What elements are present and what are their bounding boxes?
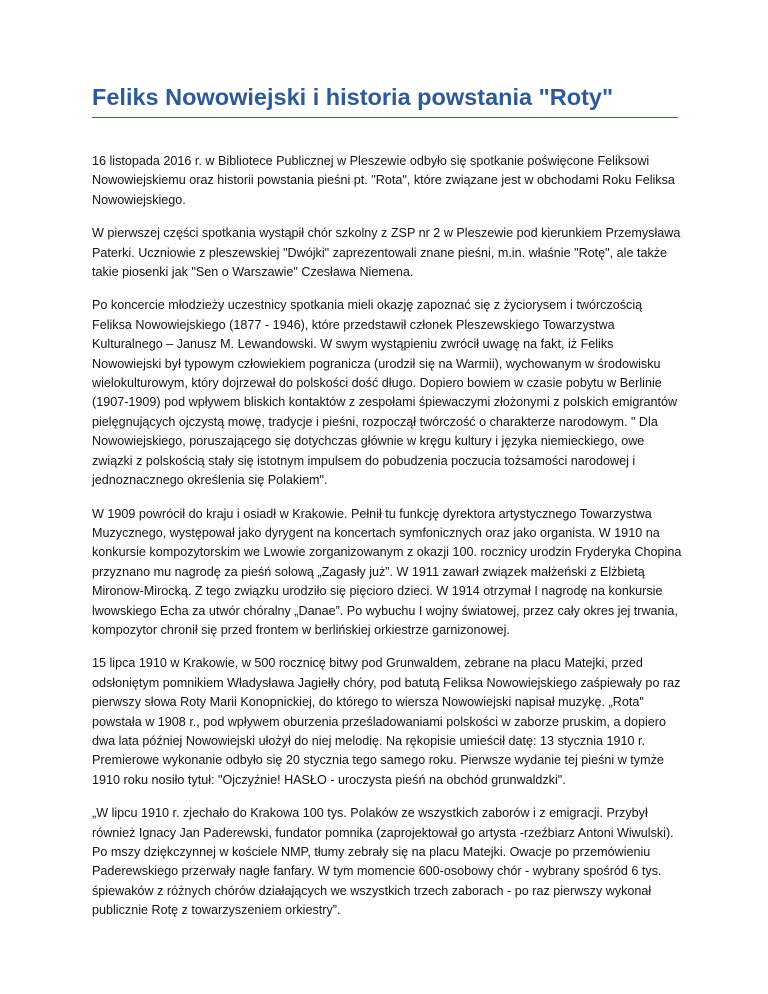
page-title: Feliks Nowowiejski i historia powstania "Roty" [92,84,614,110]
paragraph-biography: Po koncercie młodzieży uczestnicy spotkania mieli okazję zapoznać się z życiorysem i twórczością Feliksa Nowowiejskiego (1877 - 1946), które przedstawił członek Pleszewskiego Towarzystwa Kulturalnego – Janusz M. Lewandowski. W swym wystąpieniu zwrócił uwagę na fakt, iż Feliks Nowowiejski był typowym człowiekiem pogranicza (urodził się na Warmii), wychowanym w środowisku wielokulturowym, który dojrzewał do polskości dość długo. Dopiero bowiem w czasie pobytu w Berlinie (1907-1909) pod wpływem bliskich kontaktów z zespołami śpiewaczymi złożonymi z polskich emigrantów pielęgnujących ojczystą mowę, tradycje i pieśni, rozpoczął twórczość o charakterze narodowym. " Dla Nowowiejskiego, poruszającego się dotychczas głównie w kręgu kultury i języka niemieckiego, owe związki z polskością stały się istotnym impulsem do pobudzenia poczucia tożsamości narodowej i jednoznacznego określenia się Polakiem". [92,298,678,488]
document-page [92,0,682,935]
paragraph-krakow: W 1909 powrócił do kraju i osiadł w Krakowie. Pełnił tu funkcję dyrektora artystycznego Towarzystwa Muzycznego, występował jako dyrygent na koncertach symfonicznych oraz jako organista. W 1910 na konkursie kompozytorskim we Lwowie zorganizowanym z okazji 100. rocznicy urodzin Fryderyka Chopina przyznano mu nagrodę za pieśń solową „Zagasły już”. W 1911 zawarł związek małżeński z Elżbietą Mironow-Mirocką. Z tego związku urodziło się pięcioro dzieci. W 1914 otrzymał I nagrodę na konkursie lwowskiego Echa za utwór chóralny „Danae”. Po wybuchu I wojny światowej, przez cały okres jej trwania, kompozytor chronił się przed frontem w berlińskiej orkiestrze garnizonowej. [92,506,682,637]
title-underline [92,117,678,118]
paragraph-grunwald-1910: „W lipcu 1910 r. zjechało do Krakowa 100 tys. Polaków ze wszystkich zaborów i z emigracji. Przybył również Ignacy Jan Paderewski, fundator pomnika (zaprojektował go artysta -rzeźbiarz Antoni Wiwulski). Po mszy dziękczynnej w kościele NMP, tłumy zebrały się na placu Matejki. Owacje po przemówieniu Paderewskiego przerwały nagłe fanfary. W tym momencie 600-osobowy chór - wybrany spośród 6 tys. śpiewaków z różnych chórów działających we wszystkich trzech zaborach - po raz pierwszy wykonał publicznie Rotę z towarzyszeniem orkiestry”. [92,806,674,918]
article-body [92,152,682,921]
paragraph-intro: 16 listopada 2016 r. w Bibliotece Publicznej w Pleszewie odbyło się spotkanie poświęcone Feliksowi Nowowiejskiemu oraz historii powstania pieśni pt. "Rota", które związane jest w obchodami Roku Feliksa Nowowiejskiego. [92,154,675,207]
paragraph-choir: W pierwszej części spotkania wystąpił chór szkolny z ZSP nr 2 w Pleszewie pod kierunkiem Przemysława Paterki. Uczniowie z pleszewskiej "Dwójki" zaprezentowali znane pieśni, m.in. właśnie "Rotę", ale także takie piosenki jak "Sen o Warszawie" Czesława Niemena. [92,226,681,280]
paragraph-rota-history: 15 lipca 1910 w Krakowie, w 500 rocznicę bitwy pod Grunwaldem, zebrane na placu Matejki, przed odsłoniętym pomnikiem Władysława Jagiełły chóry, pod batutą Feliksa Nowowiejskiego zaśpiewały po raz pierwszy słowa Roty Marii Konopnickiej, do którego to wiersza Nowowiejski napisał muzykę. „Rota" powstała w 1908 r., pod wpływem oburzenia prześladowaniami polskości w zaborze pruskim, a dopiero dwa lata później Nowowiejski ułożył do niej melodię. Na rękopisie umieścił datę: 13 stycznia 1910 r. Premierowe wykonanie odbyło się 20 stycznia tego samego roku. Pierwsze wydanie tej pieśni w tymże 1910 roku nosiło tytuł: "Ojczyźnie! HASŁO - uroczysta pieśń na obchód grunwaldzki". [92,656,681,787]
